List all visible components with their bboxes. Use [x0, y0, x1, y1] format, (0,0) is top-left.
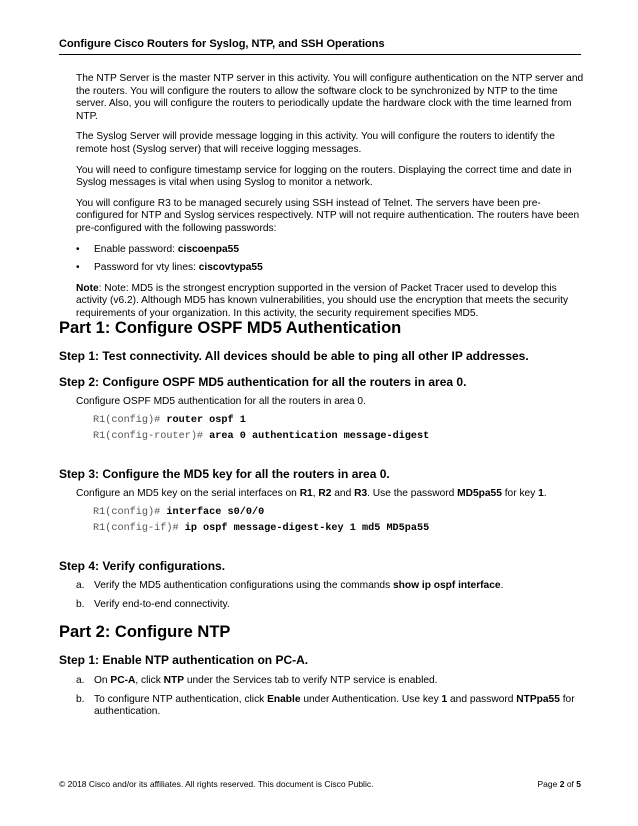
list-item: b. To configure NTP authentication, click Enable under Authentication. Use key 1 and password NTPpa55 for authentication.: [76, 693, 575, 718]
part1-step3-heading: Step 3: Configure the MD5 key for all the routers in area 0.: [59, 467, 390, 481]
copyright-text: © 2018 Cisco and/or its affiliates. All rights reserved. This document is Cisco Public.: [59, 779, 374, 789]
code-line: R1(config)# router ospf 1: [93, 414, 246, 426]
vty-password-value: ciscovtypa55: [198, 262, 263, 274]
part1-step4-heading: Step 4: Verify configurations.: [59, 559, 226, 573]
bullet-icon: •: [76, 262, 80, 274]
step3-instruction: Configure an MD5 key on the serial interfaces on R1, R2 and R3. Use the password MD5pa55 for key 1.: [76, 488, 547, 499]
list-item: • Password for vty lines: ciscovtypa55: [76, 262, 263, 274]
list-item: a. Verify the MD5 authentication configurations using the commands show ip ospf interface.: [76, 580, 504, 591]
intro-paragraph-ntp: The NTP Server is the master NTP server in this activity. You will configure authentication on the NTP server and the routers. You will configure the routers to allow the software clock to be synchronized by NTP to the time server. Also, you will configure the routers to periodically update the hardware clock with the time learned from NTP.: [76, 73, 584, 122]
step2-instruction: Configure OSPF MD5 authentication for all the routers in area 0.: [76, 396, 366, 407]
code-line: R1(config)# interface s0/0/0: [93, 506, 265, 518]
part1-step3-body: [76, 488, 584, 537]
page-footer: [59, 779, 581, 789]
bullet-icon: •: [76, 243, 80, 255]
part1-step1-heading: Step 1: Test connectivity. All devices should be able to ping all other IP addresses.: [59, 349, 529, 363]
intro-section: [76, 73, 584, 329]
list-item: b. Verify end-to-end connectivity.: [76, 598, 230, 610]
page-number: Page 2 of 5: [537, 779, 581, 789]
list-item: • Enable password: ciscoenpa55: [76, 243, 239, 255]
password-list: [76, 244, 584, 275]
part2-heading: Part 2: Configure NTP: [59, 623, 231, 641]
part1-step2-body: [76, 396, 584, 445]
intro-paragraph-ssh: You will configure R3 to be managed securely using SSH instead of Telnet. The servers have been pre-configured for NTP and Syslog services respectively. NTP will not require authentication. The routers have been pre-configured with the following passwords:: [76, 197, 580, 234]
intro-paragraph-timestamp: You will need to configure timestamp service for logging on the routers. Displaying the correct time and date in Syslog messages is vital when using Syslog to monitor a network.: [76, 164, 572, 189]
note-paragraph: Note: Note: MD5 is the strongest encryption supported in the version of Packet Tracer used to develop this activity (v6.2). Although MD5 has known vulnerabilities, you should use the encryption that meets the security requirements of your organization. In this activity, the security requirement specifies MD5.: [76, 282, 569, 319]
part1-step2-heading: Step 2: Configure OSPF MD5 authentication for all the routers in area 0.: [59, 375, 467, 389]
step4-list: [76, 580, 584, 611]
code-line: R1(config-router)# area 0 authentication message-digest: [93, 430, 430, 442]
intro-paragraph-syslog: The Syslog Server will provide message logging in this activity. You will configure the routers to identify the remote host (Syslog server) that will receive logging messages.: [76, 131, 555, 155]
part1-step4-body: [76, 580, 584, 617]
code-line: R1(config-if)# ip ospf message-digest-key 1 md5 MD5pa55: [93, 522, 430, 534]
note-label: Note: [76, 282, 99, 294]
part2-step1-list: [76, 675, 584, 719]
code-block: [76, 413, 584, 445]
part2-step1-body: [76, 675, 584, 725]
enable-password-value: ciscoenpa55: [177, 243, 239, 255]
code-block: [76, 505, 584, 537]
page-header: Configure Cisco Routers for Syslog, NTP, and SSH Operations: [59, 38, 581, 55]
part2-step1-heading: Step 1: Enable NTP authentication on PC-A.: [59, 653, 309, 667]
list-item: a. On PC-A, click NTP under the Services tab to verify NTP service is enabled.: [76, 675, 438, 686]
part1-heading: Part 1: Configure OSPF MD5 Authentication: [59, 319, 402, 337]
